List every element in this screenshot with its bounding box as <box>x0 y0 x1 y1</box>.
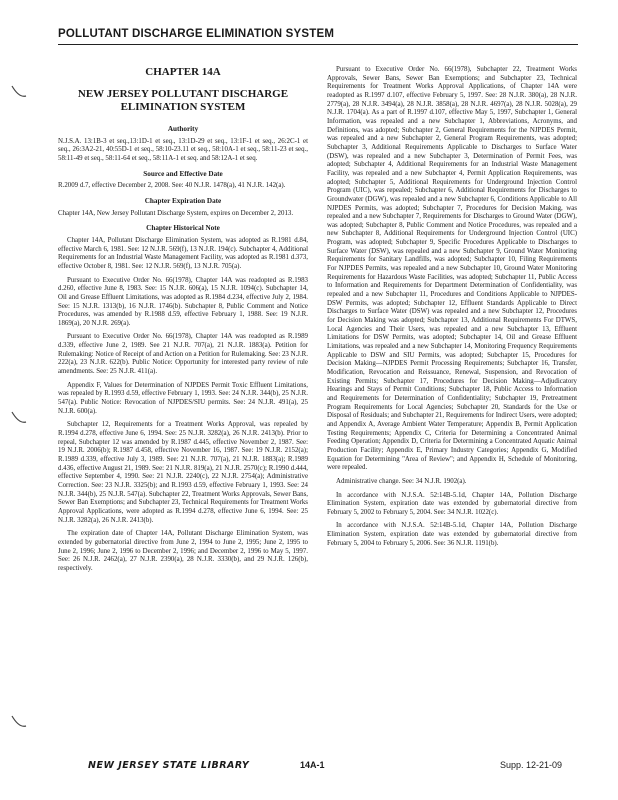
history-paragraph: Pursuant to Executive Order No. 66(1978), Chapter 14A was readopted as R.1983 d.260, effective June 8, 1983. See: 15 N.J.R. 606(a), 15 N.J.R. 1094(c). Subchapter 14, Oil and Grease Effluent Limitations, was adopted as R.1984 d.234, effective July 2, 1984. See: 15 N.J.R. 1313(b), 16 N.J.R. 1746(b). Subchapter 8, Public Comment and Notice Procedures, was amended by R.1988 d.59, effective February 1, 1988. See: 19 N.J.R. 1869(a), 20 N.J.R. 269(a). <box>58 276 308 327</box>
authority-text: N.J.S.A. 13:1B-3 et seq.,13:1D-1 et seq., 13:1D-29 et seq., 13:1F-1 et seq., 26:2C-1 et seq., 26:3A2-21, 40:55D-1 et seq., 58:10-23.11 et seq., 58:10A-1 et seq., 58:11-23 et seq., 58:11-49 et seq., 58:11-64 et seq., 58:11A-1 et seq. and 58:12A-1 et seq. <box>58 137 308 162</box>
right-column <box>327 66 577 553</box>
history-paragraph: Appendix F, Values for Determination of NJPDES Permit Toxic Effluent Limitations, was repealed by R.1993 d.59, effective February 1, 1993. See: 24 N.J.R. 344(b), 25 N.J.R. 547(a). Public Notice: Revocation of NJPDES/SIU permits. See: 24 N.J.R. 491(a), 25 N.J.R. 600(a). <box>58 381 308 415</box>
page-number: 14A-1 <box>300 760 325 770</box>
header-rule <box>58 44 578 45</box>
history-paragraph: Administrative change. See: 34 N.J.R. 1902(a). <box>336 477 467 485</box>
binding-mark-icon <box>10 712 28 732</box>
source-heading: Source and Effective Date <box>143 169 223 178</box>
history-paragraph: The expiration date of Chapter 14A, Pollutant Discharge Elimination System, was extended by gubernatorial directive from June 2, 1994 to June 2, 1995; June 2, 1995 to June 2, 1996; June 2, 1996 to December 2, 1996; and December 2, 1996 to May 5, 1997. See: 26 N.J.R. 2462(a), 27 N.J.R. 2390(a), 28 N.J.R. 3330(b), and 29 N.J.R. 126(b), respectively. <box>58 530 308 572</box>
chapter-title: NEW JERSEY POLLUTANT DISCHARGE ELIMINATION SYSTEM <box>77 88 289 113</box>
source-text: R.2009 d.7, effective December 2, 2008. See: 40 N.J.R. 1478(a), 41 N.J.R. 142(a). <box>58 182 286 190</box>
binding-mark-icon <box>10 82 28 102</box>
expiration-heading: Chapter Expiration Date <box>144 196 222 205</box>
supplement-date: Supp. 12-21-09 <box>500 760 563 770</box>
history-heading: Chapter Historical Note <box>146 224 220 233</box>
history-paragraph: In accordance with N.J.S.A. 52:14B-5.1d, Chapter 14A, Pollution Discharge Elimination System, expiration date was extended by gubernatorial directive from February 5, 2004 to February 5, 2006. See: 36 N.J.R. 1191(b). <box>327 522 577 547</box>
library-stamp: NEW JERSEY STATE LIBRARY <box>88 760 250 771</box>
left-column <box>58 66 308 579</box>
expiration-text: Chapter 14A, New Jersey Pollutant Discharge System, expires on December 2, 2013. <box>58 209 294 217</box>
history-paragraph: Pursuant to Executive Order No. 66(1978), Subchapter 22, Treatment Works Approvals, Sewer Bans, Sewer Ban Exemptions; and Subchapter 23, Technical Requirements for Treatment Works Approval Applications, of Chapter 14A were readopted as R.1997 d.107, effective February 5, 1997. See: 28 N.J.R. 380(a), 28 N.J.R. 2779(a), 28 N.J.R. 3494(a), 28 N.J.R. 3858(a), 28 N.J.R. 4697(a), 28 N.J.R. 5028(a), 29 N.J.R. 1704(a). As a part of R.1997 d.107, effective May 5, 1997, Subchapter 1, General Information, was repealed and a new Subchapter 1, Abbreviations, Acronyms, and Definitions, was adopted; Subchapter 2, General Requirements for the NJPDES Permit, was repealed and a new Subchapter 2, General Program Requirements, was adopted; Subchapter 3, Additional Requirements Applicable to Discharges to Surface Water (DSW), was repealed and a new Subchapter 3, Determination of Permit Fees, was adopted; Subchapter 4, Additional Requirements for an Industrial Waste Management Facility, was repealed and a new Subchapter 4, Permit Application Requirements, was adopted; Subchapter 5, Additional Requirements for Underground Injection Control Program (UIC), was repealed; Subchapter 6, Additional Requirements for Discharges to Groundwater (DGW), was repealed and a new Subchapter 6, Conditions Applicable to All NJPDES Permits, was adopted; Subchapter 7, Procedures for Decision Making, was repealed and a new Subchapter 7, Requirements for Discharges to Ground Water (DGW), was adopted; Subchapter 8, Public Comment and Notice Procedures, was repealed and a new Subchapter 8, Additional Requirements for Underground Injection Control (UIC) Program, was adopted; Subchapter 9, Specific Procedures Applicable to Discharges to Surface Water (DSW), was repealed and a new Subchapter 9, Ground Water Monitoring Requirements for Sanitary Landfills, was adopted; Subchapter 10, Filing Requirements For NJPDES Permits, was repealed and a new Subchapter 10, Ground Water Monitoring Requirements for Hazardous Waste Facilities, was adopted; Subchapter 11, Public Access to Information and Requirements for Department Determination of Confidentiality, was repealed and a new Subchapter 11, Procedures and Conditions Applicable to NJPDES-DSW Permits, was adopted; Subchapter 12, Effluent Standards Applicable to Direct Discharges to Surface Water (DSW) was repealed and a new Subchapter 12, Procedures for Decision Making was adopted; Subchapter 13, Additional Requirements For DTWS, Local Agencies and Their Users, was repealed and a new Subchapter 13, Effluent Limitations for DSW Permits, was adopted; Subchapter 14, Oil and Grease Effluent Limitations, was repealed and a new Subchapter 14, Monitoring Frequency Requirements Applicable to DSW and SIU Permits, was adopted; Subchapter 15, Procedures for Decision Making—NJPDES Permit Processing Requirements; Subchapter 16, Transfer, Modification, Revocation and Reissuance, Renewal, Suspension, and Revocation of Existing Permits; Subchapter 17, Procedures for Decision Making—Adjudicatory Hearings and Stays of Permit Conditions; Subchapter 18, Public Access to Information and Requirements for Determination of Confidentiality; Subchapter 19, Pretreatment Program Requirements for Local Agencies; Subchapter 20, Standards for the Use or Disposal of Residuals; and Subchapter 21, Requirements for Indirect Users, were adopted; and Appendix A, Average Ambient Water Temperature; Appendix B, Permit Application Testing Requirements; Appendix C, Criteria for Determining a Concentrated Animal Feeding Operation; Appendix D, Criteria for Determining a Concentrated Aquatic Animal Production Facility; Appendix E, Primary Industry Categories; Appendix G, Modified Equation for Determining "Area of Review"; and Appendix H, Schedule of Monitoring, were repealed. <box>327 66 577 472</box>
history-paragraph: Pursuant to Executive Order No. 66(1978), Chapter 14A was readopted as R.1989 d.339, effective June 2, 1989. See 21 N.J.R. 707(a), 21 N.J.R. 1883(a). Petition for Rulemaking: Notice of Receipt of and Action on a Petition for Rulemaking. See: 23 N.J.R. 222(a), 23 N.J.R. 622(b). Public Notice: Opportunity for interested party review of rule amendments. See: 25 N.J.R. 411(a). <box>58 333 308 376</box>
history-paragraph: In accordance with N.J.S.A. 52:14B-5.1d, Chapter 14A, Pollution Discharge Elimination System, expiration date was extended by gubernatorial directive from February 5, 2002 to February 5, 2004. See: 34 N.J.R. 1022(c). <box>327 491 577 516</box>
running-header: POLLUTANT DISCHARGE ELIMINATION SYSTEM <box>58 28 335 40</box>
binding-mark-icon <box>10 408 28 428</box>
history-paragraph: Subchapter 12, Requirements for a Treatment Works Approval, was repealed by R.1994 d.278, effective June 6, 1994. See: 25 N.J.R. 3282(a), 26 N.J.R. 2413(b). Prior to repeal, Subchapter 12 was amended by R.1987 d.445, effective November 2, 1987. See: 19 N.J.R. 2006(b); R.1987 d.458, effective November 16, 1987. See: 19 N.J.R. 2152(a); R.1989 d.339, effective July 3, 1989. See: 21 N.J.R. 707(a), 21 N.J.R. 1883(a); R.1989 d.436, effective August 21, 1989. See: 21 N.J.R. 819(a), 21 N.J.R. 2570(c); R.1990 d.444, effective September 4, 1990. See: 21 N.J.R. 2240(c), 22 N.J.R. 2754(a); Administrative Correction. See: 23 N.J.R. 3325(b); and R.1993 d.59, effective February 1, 1993. See: 24 N.J.R. 344(b), 25 N.J.R. 547(a). Subchapter 22, Treatment Works Approvals, Sewer Bans, Sewer Ban Exemptions; and Subchapter 23, Technical Requirements for Treatment Works Approval Applications, were adopted as R.1994 d.278, effective June 6, 1994. See: 25 N.J.R. 3282(a), 26 N.J.R. 2413(b). <box>58 421 308 524</box>
chapter-number: CHAPTER 14A <box>145 66 221 78</box>
authority-heading: Authority <box>167 125 199 133</box>
history-paragraph: Chapter 14A, Pollutant Discharge Elimination System, was adopted as R.1981 d.84, effective March 6, 1981. See: 12 N.J.R. 569(f), 13 N.J.R. 194(c). Subchapter 4, Additional Requirements for an Industrial Waste Management Facility, was adopted as R.1981 d.373, effective October 8, 1981. See: 12 N.J.R. 569(f), 13 N.J.R. 705(a). <box>58 236 308 270</box>
